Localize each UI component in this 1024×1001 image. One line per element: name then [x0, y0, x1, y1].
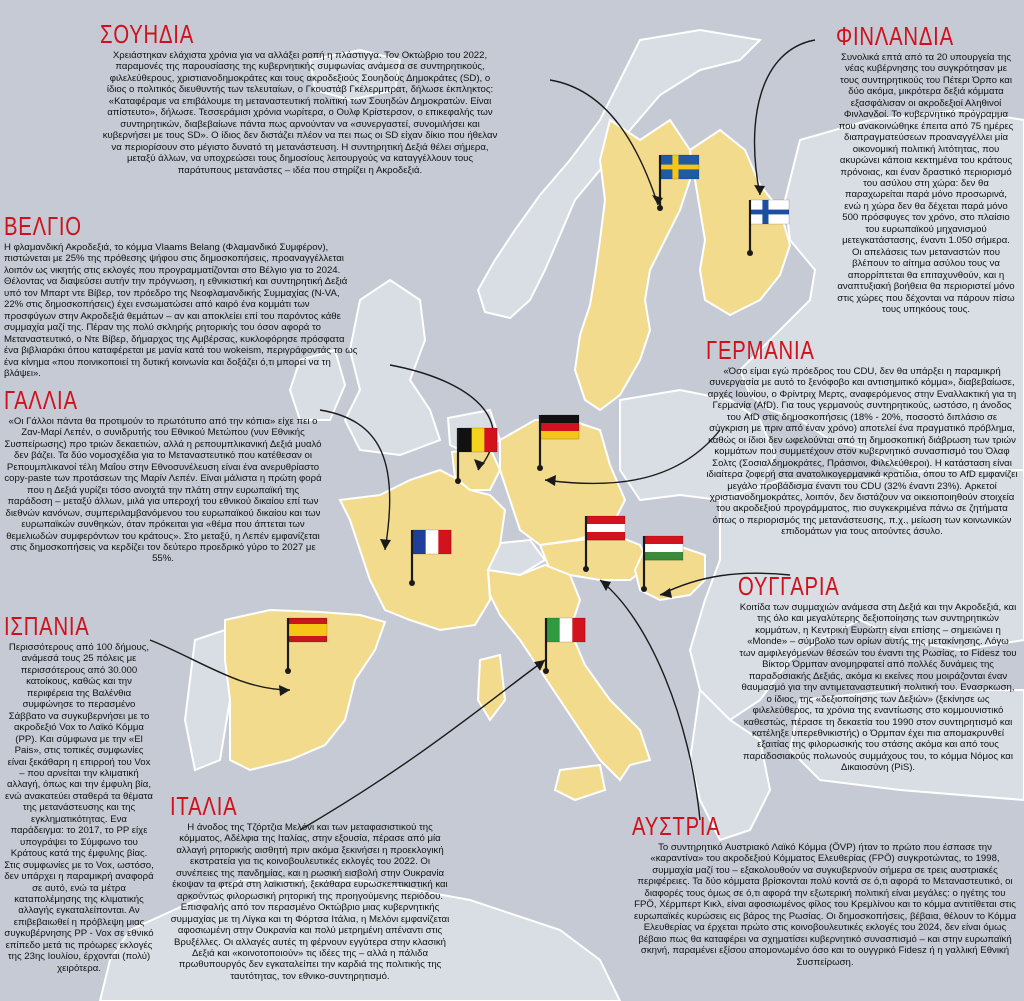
- spain-title: ΙΣΠΑΝΙΑ: [4, 611, 90, 641]
- belgium-title: ΒΕΛΓΙΟ: [4, 211, 82, 241]
- section-spain: [4, 612, 154, 974]
- section-italy: [170, 792, 450, 982]
- section-belgium: [4, 212, 360, 379]
- italy-text: Η άνοδος της Τζόρτζια Μελόνι και των μεταφασιστικού της κόμματος, Αδέλφια της Ιταλίας, στην εξουσία, πέρασε από μία αλλαγή ρητορικής αισθητή πριν ακόμα ξεκινήσει η προεκλογική εκστρατεία για τις κοινοβουλευτικές εκλογές του 2022. Οι συνέπειες της πανδημίας, και η ρωσική εισβολή στην Ουκρανία έκοψαν τα φτερά στη λαϊκιστική, ξεκάθαρα ευρωσκεπτικιστική και αρκούντως φιλορωσική ρητορική της προηγούμενης περιόδου. Επισφαλής από τον περασμένο Οκτώβριο μιας κυβερνητικής συμμαχίας με τη Λίγκα και τη Φόρτσα Ιτάλια, η Μελόνι εμφανίζεται αφοσιωμένη στην Ουκρανία και πολύ μετρημένη απέναντι στις Βρυξέλλες. Οι αλλαγές αυτές τη φέρνουν εγγύτερα στην κλασική Δεξιά και «κοινοτοποιούν» τις ιδέες της – αλλά η πάλιδα πρωθυπουργός δεν εγκαταλείπει την καρδιά της πολιτικής της ταυτότητας, τον εθνικο-συντηρητισμό.: [170, 822, 450, 982]
- section-hungary: [738, 572, 1018, 774]
- france-text: «Οι Γάλλοι πάντα θα προτιμούν το πρωτότυπο από την κόπια» είχε πει ο Ζαν-Μαρί Λεπέν, ο συνιδρυτής του Εθνικού Μετώπου (νυν Εθνικής Συσπείρωσης) προ τριών δεκαετιών, αλλά η ρεπουμπλικανική Δεξιά μυαλό δεν βάζει. Τα δύο νομοσχέδια για το Μεταναστευτικό που κατέθεσαν οι Ρεπουμπλικανοί τέλη Μαΐου στην Εθνοσυνέλευση είναι ένα ανερυθρίαστο copy-paste των προτάσεων της Μαρίν Λεπέν. Είναι μάλιστα η πρώτη φορά που η Δεξιά γυρίζει τόσο ανοιχτά την πλάτη στην ευρωπαϊκή της παράδοση – μεταξύ άλλων, μιλά για υπεροχή του εθνικού δικαίου επί των διεθνών κανόνων, συμπεριλαμβανόμενου του ευρωπαϊκού δικαίου και των ευρωπαϊκών συνθηκών, όταν πρόκειται για «θέμα που άπτεται των θεμελιωδών συμφερόντων του κράτους». Στο μεταξύ, η Λεπέν εμφανίζεται στις δημοσκοπήσεις να κερδίζει τον δεύτερο προεδρικό γύρο το 2027 με 55%.: [4, 416, 322, 565]
- hungary-text: Κοιτίδα των συμμαχιών ανάμεσα στη Δεξιά και την Ακροδεξιά, και της όλο και μεγαλύτερης δεξιοποίησης των συντηρητικών κομμάτων, η Κεντρική Ευρώπη είναι επίσης – σημειώνει η «Monde» – σύμβολο των ορίων αυτής της μετακίνησης. Λόγω των αμφιλεγόμενων θέσεών του έναντι της Ρωσίας, το Fidesz του Βίκτορ Όρμπαν ανομηρφατεί από πολλές δυνάμεις της παραδοσιακής Δεξιάς, ακόμα κι εκείνες που μοιράζονται έναν θαυμασμό για την αντιμεταναστευτική πολιτική του. Ενασρκωση, ο ίδιος, της «δεξιοποίησης των Δεξιών» (ξεκίνησε ως φιλελεύθερος, τα χρόνια της εναντίωσης στο κομμουνιστικό καθεστώς, πέρασε τη δεκαετία του 1990 στον συντηρητισμό και κατέληξε υπερεθνικιστής) ο Όρμπαν έχει πια απομακρυνθεί εξαιτίας της φιλορωσικής του στάσης ακόμα και από τους παραδοσιακούς πολωνούς συμμάχους του, το κόμμα Νόμος και Δικαιοσύνη (PiS).: [739, 602, 1017, 774]
- belgium-text: Η φλαμανδική Ακροδεξιά, το κόμμα Vlaams Belang (Φλαμανδικό Συμφέρον), πιστώνεται με 25% της πρόθεσης ψήφου στις δημοσκοπήσεις, προαναγγέλλεται λοιπόν ως νικητής στις εκλογές που προγραμματίζονται στο Βέλγιο για το 2024. Θέλοντας να διαψεύσει αυτήν την πρόγνωση, η εθνικιστική και συντηρητική Δεξιά υπό τον Μπαρτ ντε Βίβερ, τον πρόεδρο της Νεοφλαμανδικής Συμμαχίας (N-VA, 22% στις δημοσκοπήσεις) έχει ενσωματώσει από καιρό ένα κομμάτι των προσφύγων στην Ακροδεξιά θεμάτων – αν και αποκλείει επί του παρόντος κάθε συμμαχία μαζί της. Πέραν της πολύ σκληρής ρητορικής του όσον αφορά το Μεταναστευτικό, ο Ντε Βίβερ, δήμαρχος της Αμβέρσας, κυκλοφόρησε πρόσφατα ένα βιβλιαράκι όπου καταφέρεται με μανία κατά του wokeism, περιγράφοντάς το ως ένα κίνημα «που ποινικοποιεί τη δυτική κοινωνία και δοξάζει ό,τι μπορεί να τη βλάψει».: [4, 242, 358, 379]
- section-france: [4, 386, 322, 565]
- austria-title: ΑΥΣΤΡΙΑ: [632, 811, 721, 841]
- spain-text: Περισσότερους από 100 δήμους, ανάμεσά τους 25 πόλεις με περισσότερους από 30.000 κατοίκους, καθώς και την περιφέρεια της Βαλένθια συμφώνησε το περασμένο Σάββατο να συγκυβερνήσει με το ακροδεξιό Vox το Λαϊκό Κόμμα (PP). Και σύμφωνα με την «El Pais», στις τοπικές συμφωνίες είναι ξεκάθαρη η επιρροή του Vox – που αρνείται την κλιματική αλλαγή, όπως και την έμφυλη βία, ενώ ανακατεύει σταθερά τα θέματα της μετανάστευσης και της εγκληματικότητας. Ενα παράδειγμα: το 2017, το PP είχε υπογράψει το Σύμφωνο του Κράτους κατά της έμφυλης βίας. Στις συμφωνίες με το Vox, ωστόσο, δεν υπάρχει η παραμικρή αναφορά σε αυτό, ενώ τα μέτρα καταπολέμησης της κλιματικής αλλαγής εγκαταλείπονται. Αν επιβεβαιωθεί η πρόβλεψη μιας συγκυβέρνησης PP - Vox σε εθνικό επίπεδο μετά τις πρόωρες εκλογές της 23ης Ιουλίου, έρχονται (πολύ) χειρότερα.: [4, 642, 154, 974]
- sweden-text: Χρειάστηκαν ελάχιστα χρόνια για να αλλάξει ροπή η πλάστιγγα. Τον Οκτώβριο του 2022, παραμονές της παρουσίασης της κυβερνητικής συμφωνίας ανάμεσα σε συντηρητικούς, φιλελεύθερους, χριστιανοδημοκράτες και τους ακροδεξιούς Σουηδούς Δημοκράτες (SD), ο ίδιος ο πολιτικός διευθυντής των τελευταίων, ο Γκουστάβ Γκέλερμπρατ, δήλωσε έκπληκτος: «Καταφέραμε να επιβάλουμε τη μεταναστευτική πολιτική των Σουηδών Δημοκρατών. Είναι απίστευτο», δήλωσε. Τεσσεράμισι χρόνια νωρίτερα, ο Ουλφ Κρίστερσον, ο επικεφαλής των συντηρητικών, διαβεβαίωνε πάντα πως αρνούνταν να «συνεργαστεί, συνομιλήσει και κυβερνήσει με τους SD». Ο ίδιος δεν διστάζει πλέον να πει πως οι SD είχαν δίκιο που ήθελαν να περιορίσουν στο μέγιστο δυνατό τη μετανάστευση. Η συντηρητική Δεξιά θέλει σήμερα, μεταξύ άλλων, να υποχρεώσει τους δημοσίους λειτουργούς να καταγγέλλουν τους παράτυπους μετανάστες – ιδέα που στηρίζει η Ακροδεξιά.: [102, 50, 498, 176]
- sweden-title: ΣΟΥΗΔΙΑ: [100, 19, 195, 49]
- italy-title: ΙΤΑΛΙΑ: [170, 791, 238, 821]
- france-title: ΓΑΛΛΙΑ: [4, 385, 78, 415]
- section-germany: [706, 336, 1018, 538]
- germany-title: ΓΕΡΜΑΝΙΑ: [706, 335, 815, 365]
- finland-text: Συνολικά επτά από τα 20 υπουργεία της νέας κυβέρνησης του συγκρότησαν με τους συντηρητικούς του Πέτερι Όρπο και δύο ακόμα, μικρότερα δεξιά κόμματα εξασφάλισαν οι ακροδεξιοί Αληθινοί Φινλανδοί. Το κυβερνητικό πρόγραμμα που ανακοινώθηκε έπειτα από 75 ημέρες διαπραγματεύσεων προαναγγέλλει μία οικονομική πολιτική λιτότητας, που ακυρώνει κάποια κεκτημένα του κράτους πρόνοιας, και έναν δραστικό περιορισμό του ασύλου στη χώρα: δεν θα παραχωρείται παρά μόνο προσωρινά, ενώ η χώρα δεν θα δέχεται παρά μόνο 500 πρόσφυγες τον χρόνο, στο πλαίσιο του ευρωπαϊκού μηχανισμού μετεγκατάστασης, έναντι 1.050 σήμερα. Οι απελάσεις των μεταναστών που βλέπουν το αίτημα ασύλου τους να απορρίπτεται θα επιταχυνθούν, και η αναπτυξιακή βοήθεια θα περιοριστεί μόνο στις χώρες που δέχονται να πάρουν πίσω τους υπηκόους τους.: [837, 52, 1015, 315]
- section-finland: [836, 22, 1016, 315]
- germany-text: «Όσο είμαι εγώ πρόεδρος του CDU, δεν θα υπάρξει η παραμικρή συνεργασία με αυτό το ξενόφοβο και αντισημιτικό κόμμα», διαβεβαίωσε, αρχές Ιουνίου, ο Φρίντριχ Μερτς, αναφερόμενος στην Εναλλακτική για τη Γερμανία (AfD). Για τους γερμανούς συντηρητικούς, ωστόσο, η άνοδος του AfD στις δημοσκοπήσεις (18% - 20%, ποσοστό διπλάσιο σε σύγκριση με πριν από έναν χρόνο) αποτελεί ένα πραγματικό πρόβλημα, καθώς οι ίδιοι δεν ωφελούνται από τη δημοσκοπική διάβρωση των τριών κομμάτων που συμμετέχουν στον κυβερνητικό συνασπισμό του Όλαφ Σολτς (Σοσιαλδημοκράτες, Πράσινοι, Φιλελεύθεροι). Η κατάσταση είναι ιδιαίτερα ζοφερή στα ανατολικογερμανικά κρατίδια, όπου το AfD εμφανίζει μεγάλο προβάδισμα έναντι του CDU (32% έναντι 23%). Αρκετοί χριστιανοδημοκράτες, λοιπόν, δεν διστάζουν να οικειοποιηθούν στοιχεία του ακροδεξιού προγράμματος, πιο συγκεκριμένα πάνω σε ζητήματα όπως ο περιορισμός της μετανάστευσης, π.χ., μείωση των κοινωνικών επιδομάτων για τους αιτούντες άσυλο.: [706, 366, 1018, 538]
- hungary-title: ΟΥΓΓΑΡΙΑ: [738, 571, 840, 601]
- section-austria: [632, 812, 1018, 968]
- finland-title: ΦΙΝΛΑΝΔΙΑ: [836, 21, 954, 51]
- austria-text: Το συντηρητικό Αυστριακό Λαϊκό Κόμμα (ÖVP) ήταν το πρώτο που έσπασε την «καραντίνα» του ακροδεξιού Κόμματος Ελευθερίας (FPÖ) συγκροτώντας, το 1998, συμμαχία μαζί του – εξακολουθούν να συγκυβερνούν σήμερα σε τρεις αυστριακές περιφέρειες. Τα δύο κόμματα βρίσκονται πολύ κοντά σε ό,τι αφορά το Μεταναστευτικό, οι διαφορές τους όμως σε ό,τι αφορά την εξωτερική πολιτική είναι μεγάλες: ο ηγέτης του FPÖ, Χέρμπερτ Κικλ, είναι αφοσιωμένος φίλος του Κρεμλίνου και το κόμμα αντιτίθεται στις ευρωπαϊκές κυρώσεις εις βάρος της Ρωσίας. Οι δημοσκοπήσεις, βέβαια, θέλουν το Κόμμα Ελευθερίας να έρχεται πρώτο στις κοινοβουλευτικές εκλογές του 2024, δεν είναι όμως βέβαιο πως θα καταφέρει να σχηματίσει κυβερνητικό συνασπισμό – και στην ευρωπαϊκή σκηνή, παραμένει εξίσου απομονωμένο όσο και το ουγγρικό Fidesz ή η γαλλική Εθνική Συσπείρωση.: [633, 842, 1017, 968]
- section-sweden: [100, 20, 500, 176]
